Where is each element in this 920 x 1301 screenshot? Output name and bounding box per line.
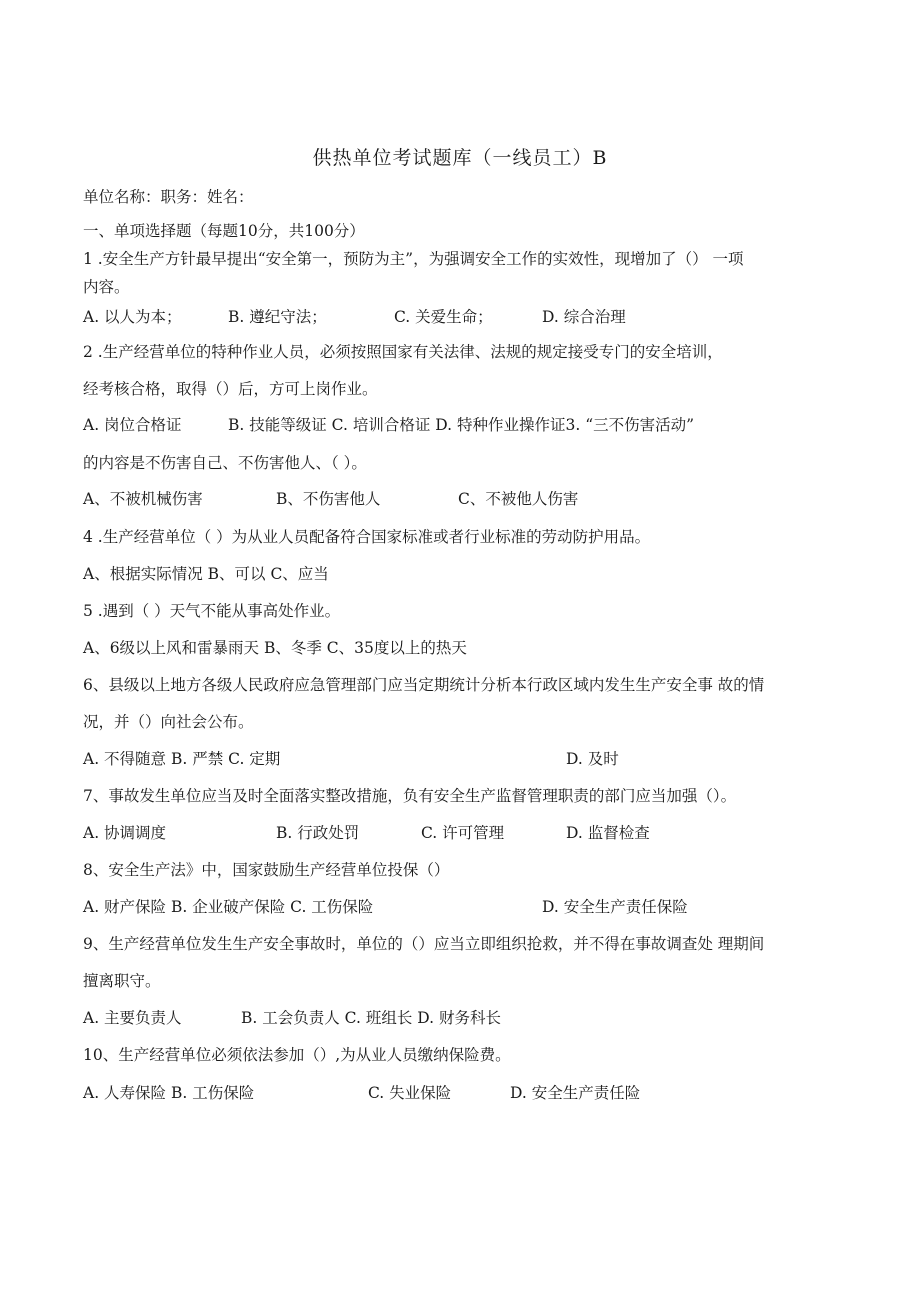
q5-options: A、6级以上风和雷暴雨天 B、冬季 C、35度以上的热天 [83,639,467,657]
question-5-text: 5 .遇到（ ）天气不能从事高处作业。 [83,602,341,620]
question-10-text: 10、生产经营单位必须依法参加（）,为从业人员缴纳保险费。 [83,1046,511,1064]
q10-option-ab: A. 人寿保险 B. 工伤保险 [83,1084,255,1102]
q1-option-b: B. 遵纪守法； [228,308,327,326]
q2-option-a: A. 岗位合格证 [83,416,182,434]
q7-option-a: A. 协调调度 [83,824,167,842]
question-9-text: 9、生产经营单位发生生产安全事故时，单位的（）应当立即组织抢救，并不得在事故调查处 理期间 [83,935,765,953]
question-1-text: 1 .安全生产方针最早提出“安全第一，预防为主”，为强调安全工作的实效性，现增加了（） 一项 [83,250,744,268]
question-6-text: 6、县级以上地方各级人民政府应急管理部门应当定期统计分析本行政区域内发生生产安全事 故的情 [83,676,765,694]
page-title: 供热单位考试题库（一线员工）B [312,147,608,169]
q10-option-d: D. 安全生产责任险 [510,1084,641,1102]
q2-option-bcd: B. 技能等级证 C. 培训合格证 D. 特种作业操作证3. “三不伤害活动” [228,416,695,434]
q7-option-c: C. 许可管理 [421,824,505,842]
question-1-text-cont: 内容。 [83,278,130,296]
question-9-text-cont: 擅离职守。 [83,972,161,990]
q3-option-c: C、不被他人伤害 [458,490,579,508]
section-heading: 一、单项选择题（每题10分，共100分） [83,222,365,240]
q8-option-abc: A. 财产保险 B. 企业破产保险 C. 工伤保险 [83,898,374,916]
header-fields: 单位名称：职务：姓名： [83,188,254,206]
question-2-text: 2 .生产经营单位的特种作业人员，必须按照国家有关法律、法规的规定接受专门的安全培训， [83,343,723,361]
q1-option-a: A. 以人为本； [83,308,182,326]
question-8-text: 8、安全生产法》中，国家鼓励生产经营单位投保（） [83,861,450,879]
q7-option-d: D. 监督检查 [566,824,650,842]
question-7-text: 7、事故发生单位应当及时全面落实整改措施，负有安全生产监督管理职责的部门应当加强（）。 [83,787,737,805]
q6-option-d: D. 及时 [566,750,619,768]
q3-option-a: A、不被机械伤害 [83,490,203,508]
question-4-text: 4 .生产经营单位（ ）为从业人员配备符合国家标准或者行业标准的劳动防护用品。 [83,528,651,546]
q9-option-bcd: B. 工会负责人 C. 班组长 D. 财务科长 [241,1009,501,1027]
q9-option-a: A. 主要负责人 [83,1009,182,1027]
question-6-text-cont: 况，并（）向社会公布。 [83,713,254,731]
q3-option-b: B、不伤害他人 [276,490,381,508]
q1-option-d: D. 综合治理 [542,308,626,326]
q1-option-c: C. 关爱生命； [394,308,493,326]
q8-option-d: D. 安全生产责任保险 [542,898,688,916]
question-2-text-cont: 经考核合格，取得（）后，方可上岗作业。 [83,380,378,398]
q7-option-b: B. 行政处罚 [276,824,360,842]
question-3-text: 的内容是不伤害自己、不伤害他人、（ ）。 [83,454,367,472]
q4-options: A、根据实际情况 B、可以 C、应当 [83,565,329,583]
q6-option-abc: A. 不得随意 B. 严禁 C. 定期 [83,750,281,768]
q10-option-c: C. 失业保险 [368,1084,452,1102]
